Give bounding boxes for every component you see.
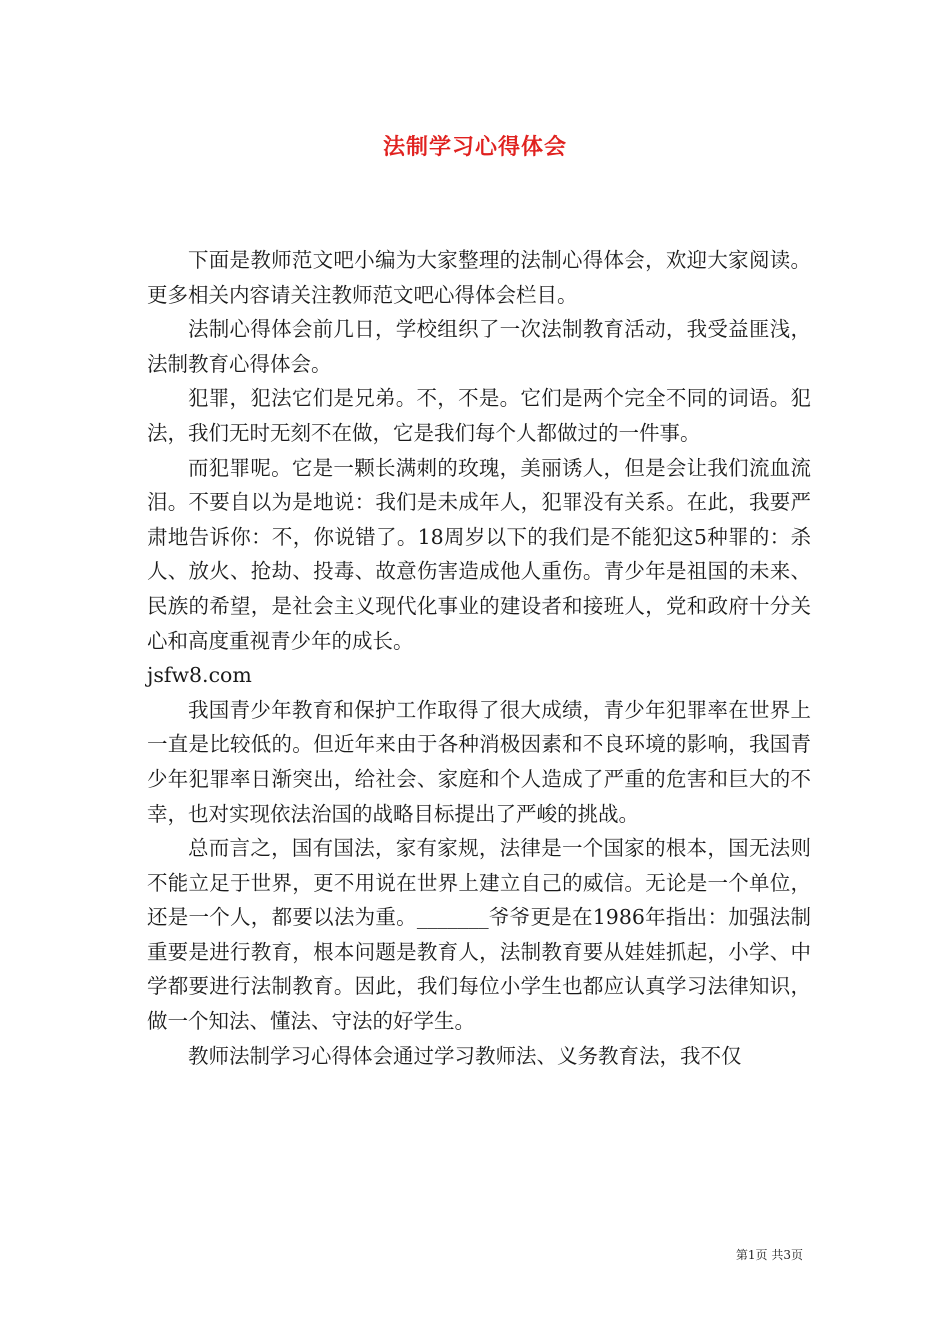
paragraph-crime-rose: 而犯罪呢。它是一颗长满刺的玫瑰，美丽诱人，但是会让我们流血流泪。不要自以为是地说：我们是未成年人，犯罪没有关系。在此，我要严肃地告诉你：不，你说错了。18周岁以下的我们是不能犯这5种罪的：杀人、放火、抢劫、投毒、故意伤害造成他人重伤。青少年是祖国的未来、民族的希望，是社会主义现代化事业的建设者和接班人，党和政府十分关心和高度重视青少年的成长。: [147, 455, 811, 653]
page-number-footer: 第1页 共3页: [735, 1248, 803, 1262]
paragraph-crime-vs-law: 犯罪，犯法它们是兄弟。不，不是。它们是两个完全不同的词语。犯法，我们无时无刻不在做，它是我们每个人都做过的一件事。: [147, 386, 811, 445]
paragraph-conclusion: 总而言之，国有国法，家有家规，法律是一个国家的根本，国无法则不能立足于世界，更不用说在世界上建立自己的威信。无论是一个单位，还是一个人，都要以法为重。_______爷爷更是在1986年指出：加强法制重要是进行教育，根本问题是教育人，法制教育要从娃娃抓起，小学、中学都要进行法制教育。因此，我们每位小学生也都应认真学习法律知识，做一个知法、懂法、守法的好学生。: [147, 836, 811, 1034]
document-body: [147, 243, 811, 1073]
paragraph-intro: 下面是教师范文吧小编为大家整理的法制心得体会，欢迎大家阅读。更多相关内容请关注教师范文吧心得体会栏目。: [147, 248, 811, 307]
paragraph-youth-crime: 我国青少年教育和保护工作取得了很大成绩，青少年犯罪率在世界上一直是比较低的。但近年来由于各种消极因素和不良环境的影响，我国青少年犯罪率日渐突出，给社会、家庭和个人造成了严重的危害和巨大的不幸，也对实现依法治国的战略目标提出了严峻的挑战。: [147, 697, 811, 826]
document-title: 法制学习心得体会: [382, 134, 567, 160]
paragraph-teacher-law: 教师法制学习心得体会通过学习教师法、义务教育法，我不仅: [188, 1043, 742, 1068]
paragraph-source-site: jsfw8.com: [147, 663, 252, 688]
paragraph-activity: 法制心得体会前几日，学校组织了一次法制教育活动，我受益匪浅，法制教育心得体会。: [147, 317, 811, 376]
